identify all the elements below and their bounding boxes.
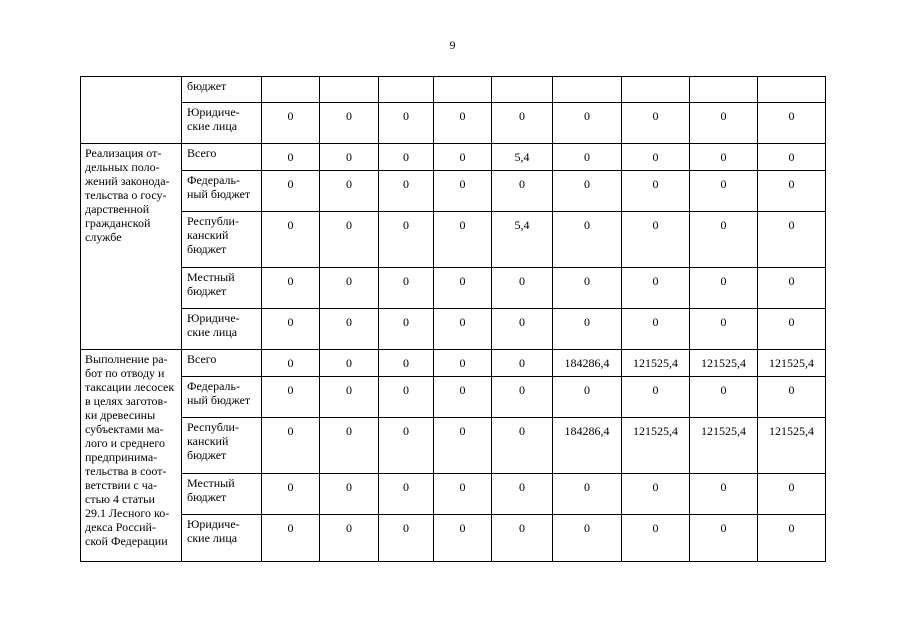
- value-cell: 0: [262, 309, 320, 350]
- value-cell: 0: [379, 103, 434, 144]
- value-cell: [758, 77, 826, 103]
- value-cell: 0: [758, 377, 826, 418]
- value-cell: 0: [320, 418, 379, 474]
- table-row: [81, 418, 826, 474]
- value-cell: 0: [758, 171, 826, 212]
- value-cell: 0: [262, 103, 320, 144]
- value-cell: 0: [320, 268, 379, 309]
- value-cell: 0: [622, 103, 690, 144]
- value-cell: 0: [320, 350, 379, 377]
- value-cell: 0: [262, 418, 320, 474]
- source-cell: Местный бюджет: [182, 268, 262, 309]
- table-row: [81, 377, 826, 418]
- source-cell: Местный бюджет: [182, 474, 262, 515]
- value-cell: 0: [553, 171, 622, 212]
- value-cell: 0: [262, 171, 320, 212]
- value-cell: 184286,4: [553, 350, 622, 377]
- value-cell: 0: [434, 268, 492, 309]
- value-cell: 0: [553, 515, 622, 562]
- value-cell: 0: [262, 212, 320, 268]
- value-cell: 0: [434, 103, 492, 144]
- value-cell: [690, 77, 758, 103]
- value-cell: 0: [622, 212, 690, 268]
- source-cell: Федераль- ный бюджет: [182, 171, 262, 212]
- value-cell: 0: [553, 268, 622, 309]
- value-cell: 0: [690, 268, 758, 309]
- source-cell: Юридиче- ские лица: [182, 515, 262, 562]
- value-cell: [622, 77, 690, 103]
- table-row: [81, 212, 826, 268]
- value-cell: 0: [492, 418, 553, 474]
- value-cell: 0: [379, 474, 434, 515]
- table-row: [81, 171, 826, 212]
- value-cell: 0: [690, 144, 758, 171]
- event-cell: Выполнение ра- бот по отводу и таксации лесосек в целях заготов- ки древесины субъектами ма- лого и среднего предпринима- тельства в соот- ветствии с ча- стью 4 статьи 29.1 Лесного ко- декса Россий- ской Федерации: [81, 350, 182, 562]
- table-row: [81, 309, 826, 350]
- value-cell: 0: [622, 144, 690, 171]
- value-cell: 0: [379, 418, 434, 474]
- value-cell: 0: [320, 171, 379, 212]
- value-cell: 121525,4: [690, 418, 758, 474]
- value-cell: 0: [690, 515, 758, 562]
- source-cell: Республи- канский бюджет: [182, 212, 262, 268]
- source-cell: Всего: [182, 350, 262, 377]
- source-cell: Республи- канский бюджет: [182, 418, 262, 474]
- value-cell: 0: [553, 212, 622, 268]
- value-cell: 0: [553, 103, 622, 144]
- value-cell: 0: [690, 474, 758, 515]
- value-cell: 0: [434, 171, 492, 212]
- value-cell: 0: [262, 515, 320, 562]
- table-row: [81, 515, 826, 562]
- value-cell: 0: [434, 350, 492, 377]
- table-row: [81, 350, 826, 377]
- table-row: [81, 268, 826, 309]
- value-cell: [553, 77, 622, 103]
- value-cell: 0: [434, 515, 492, 562]
- value-cell: 0: [492, 268, 553, 309]
- event-cell: [81, 77, 182, 144]
- value-cell: [320, 77, 379, 103]
- value-cell: 0: [262, 268, 320, 309]
- value-cell: 0: [690, 171, 758, 212]
- value-cell: 0: [758, 212, 826, 268]
- value-cell: 0: [320, 474, 379, 515]
- value-cell: 0: [379, 171, 434, 212]
- value-cell: 184286,4: [553, 418, 622, 474]
- value-cell: 0: [434, 377, 492, 418]
- value-cell: 0: [320, 515, 379, 562]
- table-row: [81, 77, 826, 103]
- value-cell: 0: [434, 212, 492, 268]
- page-number: 9: [449, 38, 456, 52]
- value-cell: 0: [758, 474, 826, 515]
- value-cell: 0: [758, 268, 826, 309]
- value-cell: 0: [492, 103, 553, 144]
- value-cell: 0: [553, 377, 622, 418]
- value-cell: 0: [690, 377, 758, 418]
- source-cell: Юридиче- ские лица: [182, 103, 262, 144]
- value-cell: 0: [492, 309, 553, 350]
- table-body: [81, 77, 826, 562]
- value-cell: 0: [379, 144, 434, 171]
- value-cell: 0: [434, 309, 492, 350]
- value-cell: 0: [320, 144, 379, 171]
- value-cell: 0: [690, 103, 758, 144]
- value-cell: 0: [553, 144, 622, 171]
- value-cell: 0: [553, 474, 622, 515]
- budget-table: [80, 76, 826, 562]
- value-cell: 0: [622, 171, 690, 212]
- value-cell: 0: [434, 474, 492, 515]
- value-cell: 121525,4: [622, 418, 690, 474]
- source-cell: бюджет: [182, 77, 262, 103]
- value-cell: 0: [622, 474, 690, 515]
- value-cell: 0: [622, 268, 690, 309]
- value-cell: 0: [434, 144, 492, 171]
- value-cell: 121525,4: [758, 418, 826, 474]
- value-cell: 0: [492, 377, 553, 418]
- value-cell: 0: [492, 474, 553, 515]
- value-cell: [262, 77, 320, 103]
- value-cell: 0: [379, 212, 434, 268]
- value-cell: 0: [492, 515, 553, 562]
- value-cell: 0: [758, 144, 826, 171]
- value-cell: 0: [379, 515, 434, 562]
- table-row: [81, 474, 826, 515]
- table-row: [81, 103, 826, 144]
- value-cell: 121525,4: [758, 350, 826, 377]
- value-cell: 0: [262, 350, 320, 377]
- value-cell: 121525,4: [690, 350, 758, 377]
- value-cell: 0: [758, 515, 826, 562]
- value-cell: 0: [320, 212, 379, 268]
- value-cell: 5,4: [492, 212, 553, 268]
- value-cell: [379, 77, 434, 103]
- value-cell: 0: [492, 350, 553, 377]
- value-cell: 0: [262, 144, 320, 171]
- source-cell: Юридиче- ские лица: [182, 309, 262, 350]
- source-cell: Всего: [182, 144, 262, 171]
- value-cell: 0: [690, 309, 758, 350]
- value-cell: 0: [379, 377, 434, 418]
- value-cell: 0: [758, 309, 826, 350]
- value-cell: 0: [434, 418, 492, 474]
- value-cell: 0: [690, 212, 758, 268]
- value-cell: 0: [622, 377, 690, 418]
- value-cell: 5,4: [492, 144, 553, 171]
- value-cell: 0: [379, 309, 434, 350]
- value-cell: 0: [320, 309, 379, 350]
- value-cell: 0: [379, 350, 434, 377]
- value-cell: 0: [262, 377, 320, 418]
- value-cell: 0: [492, 171, 553, 212]
- value-cell: 0: [622, 309, 690, 350]
- value-cell: [492, 77, 553, 103]
- value-cell: 0: [379, 268, 434, 309]
- value-cell: 121525,4: [622, 350, 690, 377]
- value-cell: 0: [622, 515, 690, 562]
- event-cell: Реализация от- дельных поло- жений законода- тельства о госу- дарственной гражданской службе: [81, 144, 182, 350]
- value-cell: 0: [262, 474, 320, 515]
- value-cell: 0: [553, 309, 622, 350]
- value-cell: [434, 77, 492, 103]
- value-cell: 0: [320, 377, 379, 418]
- value-cell: 0: [320, 103, 379, 144]
- value-cell: 0: [758, 103, 826, 144]
- source-cell: Федераль- ный бюджет: [182, 377, 262, 418]
- table-row: [81, 144, 826, 171]
